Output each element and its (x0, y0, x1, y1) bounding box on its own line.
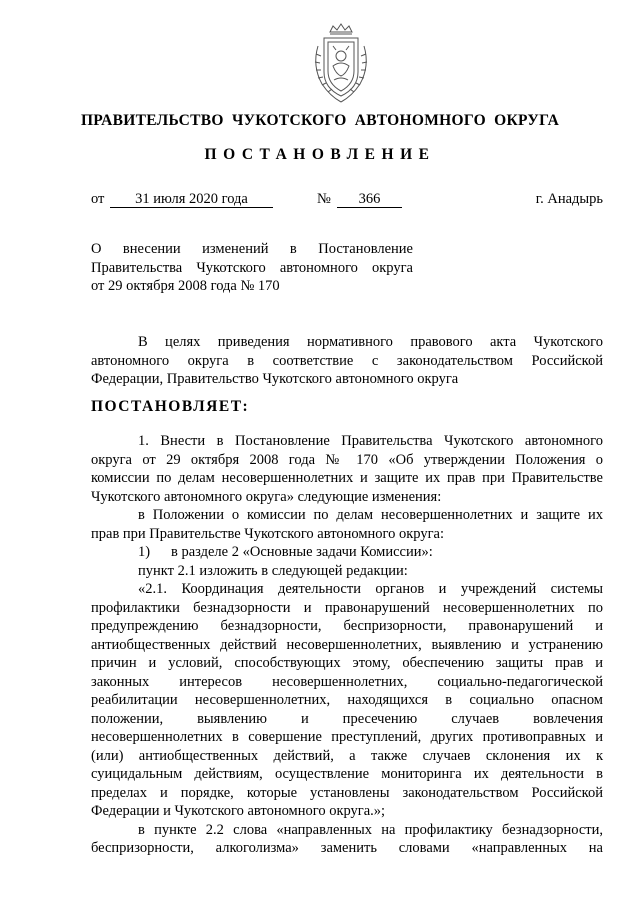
number-label: № (317, 191, 331, 207)
preamble-line: Федерации, Правительство Чукотского автономного округа (91, 371, 459, 387)
body-line: предупреждению безнадзорности, беспризорности, правонарушений и (91, 618, 603, 634)
date-label: от (91, 191, 105, 207)
body-line: несовершеннолетних в совершение преступлений, других противоправных и (91, 729, 603, 745)
date-value: 31 июля 2020 года (110, 191, 273, 208)
document-body (91, 432, 603, 858)
subject-line: от 29 октября 2008 года № 170 (91, 278, 280, 294)
list-item-number: 1) (138, 544, 151, 560)
number-value: 366 (337, 191, 402, 208)
body-line: Федерации и Чукотского автономного округа.»; (91, 803, 386, 819)
preamble-line: В целях приведения нормативного правового акта Чукотского (138, 334, 603, 350)
list-item-text: в разделе 2 «Основные задачи Комиссии»: (171, 544, 433, 560)
body-line: в Положении о комиссии по делам несовершеннолетних и защите их (138, 507, 603, 523)
body-line: в пункте 2.2 слова «направленных на профилактику безнадзорности, (138, 821, 603, 838)
body-line: беспризорности, алкоголизма» заменить словами «направленных на (91, 840, 603, 856)
body-line: реабилитации несовершеннолетних, находящихся в социально опасном (91, 692, 603, 708)
government-heading: ПРАВИТЕЛЬСТВО ЧУКОТСКОГО АВТОНОМНОГО ОКРУГА (80, 112, 560, 129)
subject-line: Правительства Чукотского автономного округа (91, 259, 413, 276)
body-line: законных интересов несовершеннолетних, социально-педагогической (91, 673, 603, 690)
number-field (337, 191, 402, 208)
document-type-heading: ПОСТАНОВЛЕНИЕ (204, 146, 436, 163)
body-line: (или) антиобщественных действий, а также случаев склонения их к (91, 747, 603, 764)
coat-of-arms-emblem (304, 22, 378, 106)
subject-line: О внесении изменений в Постановление (91, 241, 413, 257)
subject-block (91, 240, 413, 296)
preamble (91, 333, 603, 389)
date-field (110, 191, 273, 208)
body-line: пределах и порядке, которые установлены законодательством Российской (91, 784, 603, 801)
body-line: пункт 2.1 изложить в следующей редакции: (138, 562, 408, 579)
list-item (91, 543, 603, 562)
body-line: положении, выявлению и пресечению случаев вовлечения (91, 710, 603, 727)
body-line: Чукотского автономного округа» следующие изменения: (91, 488, 442, 505)
city: г. Анадырь (535, 191, 603, 207)
body-line: профилактики безнадзорности и правонарушений несовершеннолетних по (91, 599, 603, 616)
body-line: округа от 29 октября 2008 года № 170 «Об утверждении Положения о (91, 451, 603, 468)
body-line: причин и условий, способствующих этому, обеспечению защиты прав и (91, 655, 603, 671)
body-line: 1. Внести в Постановление Правительства Чукотского автономного (138, 433, 603, 449)
body-line: суицидальным действиям, осуществление мониторинга их деятельности в (91, 766, 603, 782)
preamble-line: автономного округа в соответствие с законодательством Российской (91, 352, 603, 369)
decree-word: ПОСТАНОВЛЯЕТ: (91, 398, 250, 415)
body-line: комиссии по делам несовершеннолетних и защите их прав при Правительстве (91, 470, 603, 486)
body-line: «2.1. Координация деятельности органов и учреждений системы (138, 581, 603, 597)
body-line: антиобщественных действий несовершеннолетних, выявлению и устранению (91, 636, 603, 653)
body-line: прав при Правительстве Чукотского автономного округа: (91, 525, 445, 542)
